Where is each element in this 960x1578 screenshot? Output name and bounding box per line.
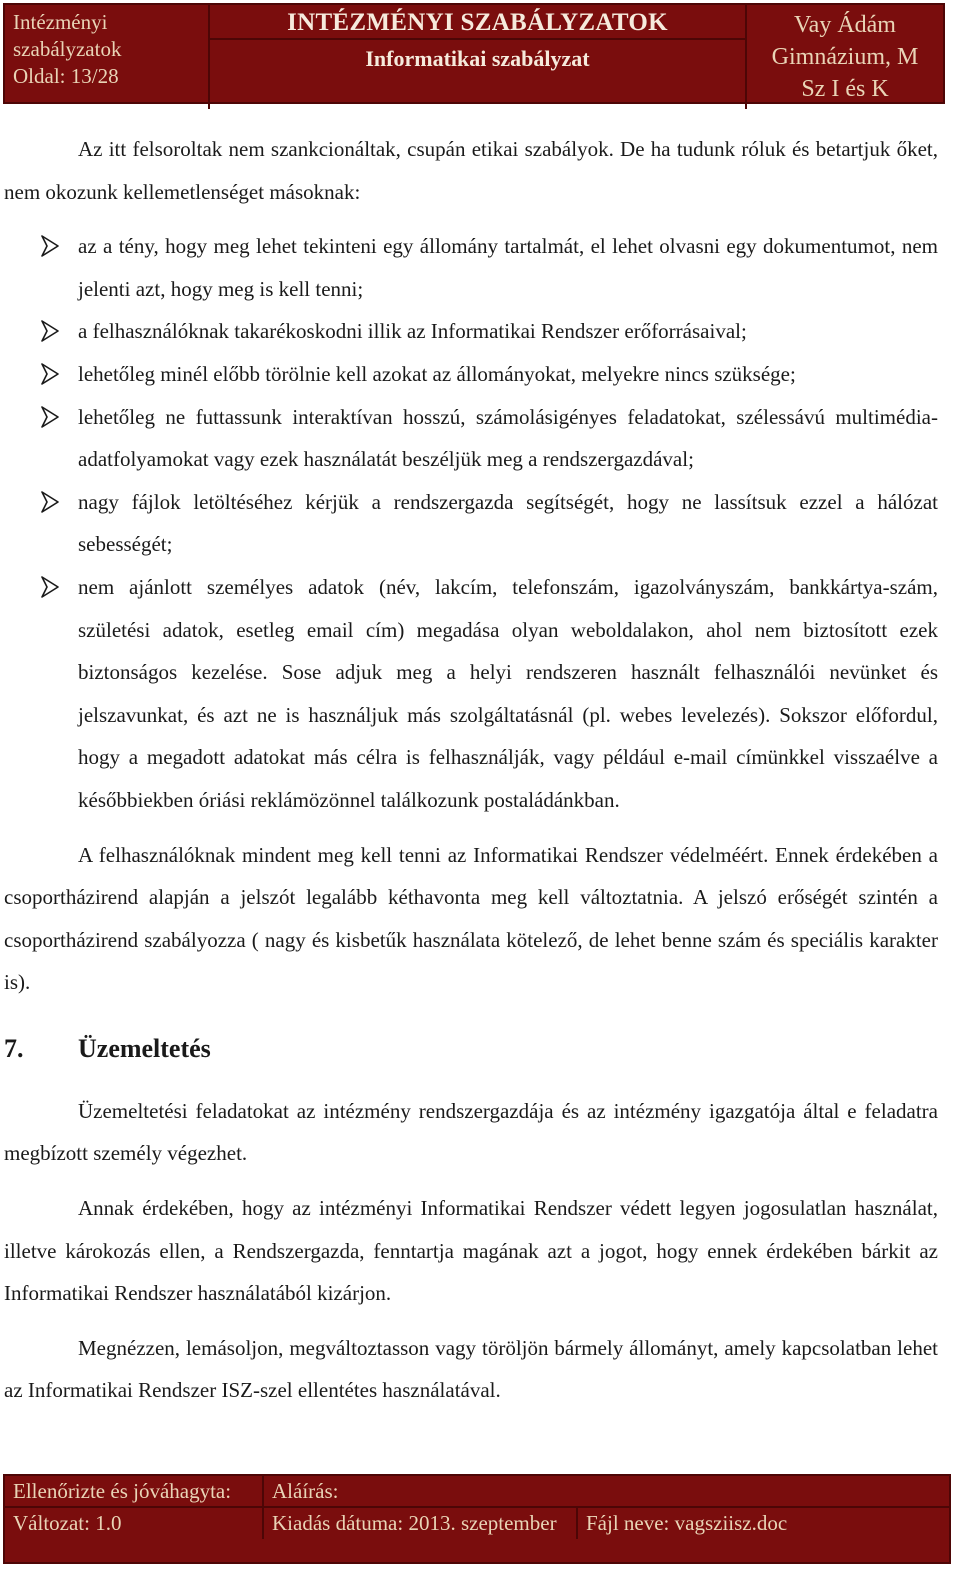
footer-file-name: Fájl neve: vagsziisz.doc [586,1511,788,1535]
header-title-block [210,5,747,109]
list-item [4,310,938,353]
operations-paragraph-1: Üzemeltetési feladatokat az intézmény rendszergazdája és az intézmény igazgatója által e feladatra megbízott személy végezhet. [4,1098,938,1166]
operations-paragraph-3: Megnézzen, lemásoljon, megváltoztasson vagy töröljön bármely állományt, amely kapcsolatban lehet az Informatikai Rendszer ISZ-szel ellentétes használatával. [4,1335,938,1403]
page-number: Oldal: 13/28 [13,64,119,88]
header-title: INTÉZMÉNYI SZABÁLYZATOK [210,5,745,40]
section-heading [4,1028,938,1070]
arrow-bullet-icon [40,406,60,428]
list-item [4,566,938,822]
header-doc-info [5,5,210,109]
footer-issue-date: Kiadás dátuma: 2013. szeptember [264,1508,578,1539]
password-paragraph: A felhasználóknak mindent meg kell tenni az Informatikai Rendszer védelméért. Ennek érdekében a csoportházirend alapján a jelszót legalább kéthavonta meg kell változtatnia. A jelszó erőségét szintén a csoportházirend szabályozza ( nagy és kisbetűk használata kötelező, de lehet benne szám és speciális karakter is). [4,842,938,995]
list-item-text: lehetőleg ne futtassunk interaktívan hosszú, számolásigényes feladatokat, szélessávú multimédia-adatfolyamokat vagy ezek használatát beszéljük meg a rendszergazdával; [78,404,938,472]
list-item-text: nem ajánlott személyes adatok (név, lakcím, telefonszám, igazolványszám, bankkártya-szám, születési adatok, esetleg email cím) megadása olyan weboldalakon, ahol nem biztosított ezek biztonságos kezelése. Sose adjuk meg a helyi rendszeren használt felhasználói nevünket és jelszavunkat, és azt ne is használjuk más szolgáltatásnál (pl. webes levelezés). Sokszor előfordul, hogy a megadott adatokat más célra is felhasználják, vagy például e-mail címünkkel visszaélve a későbbiekben óriási reklámözönnel találkozunk postaládánkban. [78,574,938,812]
school-name-line1: Vay Ádám [794,12,896,38]
header-category-line1: Intézményi [13,10,108,34]
arrow-bullet-icon [40,320,60,342]
list-item-text: lehetőleg minél előbb törölnie kell azokat az állományokat, melyekre nincs szüksége; [78,361,796,386]
header-subtitle: Informatikai szabályzat [365,46,590,71]
etiquette-list [4,225,938,821]
page-header [3,3,945,104]
section-number: 7. [4,1033,24,1063]
operations-paragraph-2: Annak érdekében, hogy az intézményi Informatikai Rendszer védett legyen jogosulatlan használat, illetve károkozás ellen, a Rendszergazda, fenntartja magának azt a jogot, hogy ennek érdekében bárkit az Informatikai Rendszer használatából kizárjon. [4,1196,938,1306]
intro-paragraph: Az itt felsoroltak nem szankcionáltak, csupán etikai szabályok. De ha tudunk róluk és betartjuk őket, nem okozunk kellemetlenséget másoknak: [4,137,938,204]
arrow-bullet-icon [40,363,60,385]
footer-checked-by: Ellenőrizte és jóváhagyta: [5,1476,264,1507]
header-school [747,5,943,109]
list-item-text: az a tény, hogy meg lehet tekinteni egy állomány tartalmát, el lehet olvasni egy dokumentumot, nem jelenti azt, hogy meg is kell tenni; [78,234,938,301]
header-category-line2: szabályzatok [13,37,122,61]
document-body [4,128,938,1412]
page-footer [3,1474,951,1564]
footer-version: Változat: 1.0 [5,1508,264,1539]
list-item-text: a felhasználóknak takarékoskodni illik az Informatikai Rendszer erőforrásaival; [78,319,747,344]
arrow-bullet-icon [40,235,60,257]
school-name-line3: Sz I és K [801,76,889,102]
section-title: Üzemeltetés [78,1033,211,1063]
list-item-text: nagy fájlok letöltéséhez kérjük a rendszergazda segítségét, hogy ne lassítsuk ezzel a hálózat sebességét; [78,489,938,557]
list-item [4,353,938,396]
footer-signature: Aláírás: [272,1479,339,1503]
list-item [4,225,938,310]
list-item [4,396,938,481]
list-item [4,481,938,566]
arrow-bullet-icon [40,491,60,513]
arrow-bullet-icon [40,576,60,598]
school-name-line2: Gimnázium, M [771,44,919,70]
